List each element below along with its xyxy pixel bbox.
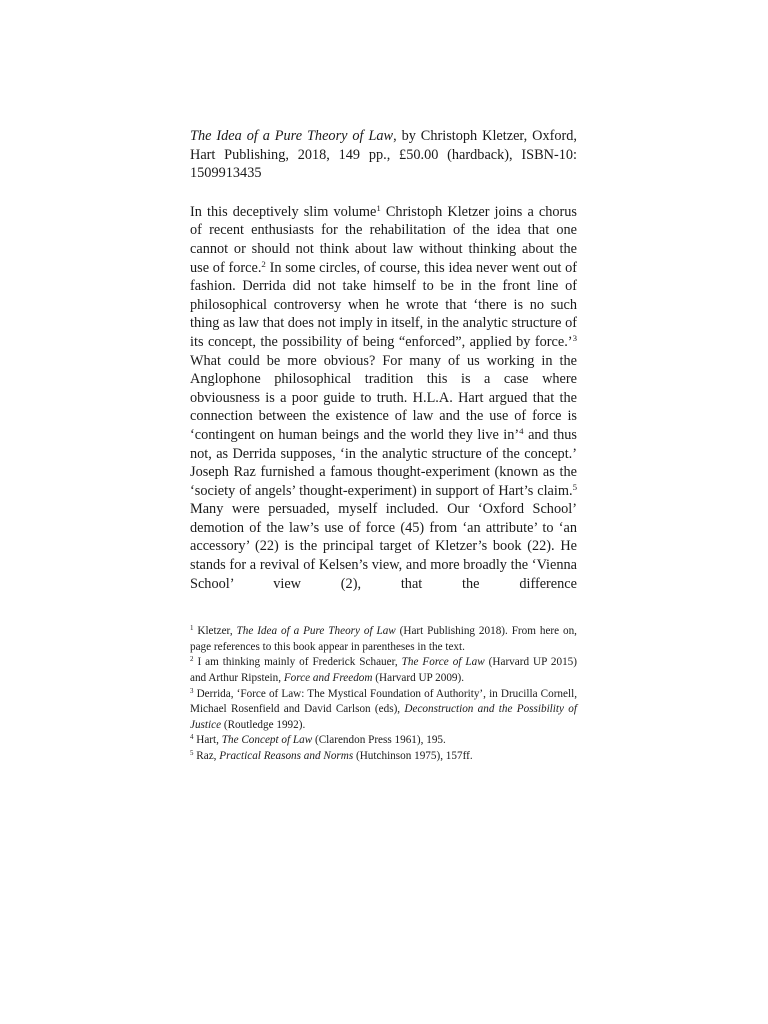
footnote-text: (Hart Publishing 2018). From here on, page references to this book appear in parentheses in the text.: [190, 625, 577, 653]
footnote-number: 5: [190, 749, 194, 758]
footnote-title: The Force of Law: [401, 656, 485, 669]
book-title: The Idea of a Pure Theory of Law: [190, 128, 394, 144]
review-citation: [190, 127, 577, 183]
footnote-ref-2: 2: [261, 258, 266, 269]
footnote-number: 2: [190, 655, 194, 664]
footnote-text: I am thinking mainly of Frederick Schauer,: [193, 656, 402, 669]
footnote-title: The Idea of a Pure Theory of Law: [236, 625, 396, 638]
footnote-text: (Harvard UP 2015) and Arthur Ripstein,: [190, 656, 577, 685]
review-body-paragraph: [190, 203, 577, 593]
footnotes: [190, 624, 577, 764]
footnote-text: Derrida, ‘Force of Law: The Mystical Foundation of Authority’, in Drucilla Cornell, Michael Rosenfield and David Carlson (eds),: [190, 687, 577, 716]
footnote-text: (Routledge 1992).: [221, 718, 306, 731]
footnote-text: (Hutchinson 1975), 157ff.: [353, 750, 473, 762]
footnote-title: Practical Reasons and Norms: [219, 750, 354, 762]
footnote-number: 3: [190, 686, 194, 695]
footnote-5: [190, 749, 577, 765]
footnote-number: 1: [190, 624, 194, 633]
footnote-4: [190, 733, 577, 749]
footnote-number: 4: [190, 733, 194, 742]
footnote-ref-3: 3: [572, 333, 577, 344]
footnote-text: (Harvard UP 2009).: [372, 672, 465, 685]
footnote-title: Deconstruction and the Possibility of Justice: [190, 703, 577, 731]
footnote-1: [190, 624, 577, 655]
body-text-segment: and thus not, as Derrida supposes, ‘in the analytic structure of the concept.’ Joseph Raz furnished a famous thought-experiment (known as the ‘society of angels’ thought-experiment) in support of Hart’s claim.: [190, 426, 578, 499]
footnote-ref-4: 4: [519, 426, 524, 437]
footnote-ref-1: 1: [376, 202, 381, 213]
body-text-segment: What could be more obvious? For many of us working in the Anglophone philosophical tradition this is a case where obviousness is a poor guide to truth. H.L.A. Hart argued that the connection between the existence of law and the use of force is ‘contingent on human beings and the world they live in’: [190, 352, 577, 443]
footnote-text: Kletzer,: [193, 625, 237, 638]
body-text-segment: Many were persuaded, myself included. Our ‘Oxford School’ demotion of the law’s use of force (45) from ‘an attribute’ to ‘an accessory’ (22) is the principal target of Kletzer’s book (22). He stands for a revival of Kelsen’s view, and more broadly the ‘Vienna School’ view (2), that the difference: [190, 501, 577, 592]
footnote-2: [190, 655, 577, 686]
body-text-segment: In this deceptively slim volume: [190, 203, 377, 220]
footnote-text: (Clarendon Press 1961), 195.: [312, 734, 446, 747]
footnote-3: [190, 687, 577, 734]
footnote-title: Force and Freedom: [283, 672, 373, 685]
document-page: [190, 127, 577, 765]
footnote-text: Raz,: [193, 750, 220, 762]
footnote-text: Hart,: [193, 734, 222, 747]
book-details: , by Christoph Kletzer, Oxford, Hart Publishing, 2018, 149 pp., £50.00 (hardback), ISBN-10: 1509913435: [190, 128, 577, 182]
body-text-segment: In some circles, of course, this idea never went out of fashion. Derrida did not take himself to be in the front line of philosophical controversy when he wrote that ‘there is no such thing as law that does not imply in itself, in the analytic structure of its concept, the possibility of being “enforced”, applied by force.’: [190, 259, 577, 350]
body-text-segment: Christoph Kletzer joins a chorus of recent enthusiasts for the rehabilitation of the idea that one cannot or should not think about law without thinking about the use of force.: [190, 203, 577, 276]
footnote-ref-5: 5: [572, 481, 577, 492]
footnote-title: The Concept of Law: [221, 734, 313, 747]
